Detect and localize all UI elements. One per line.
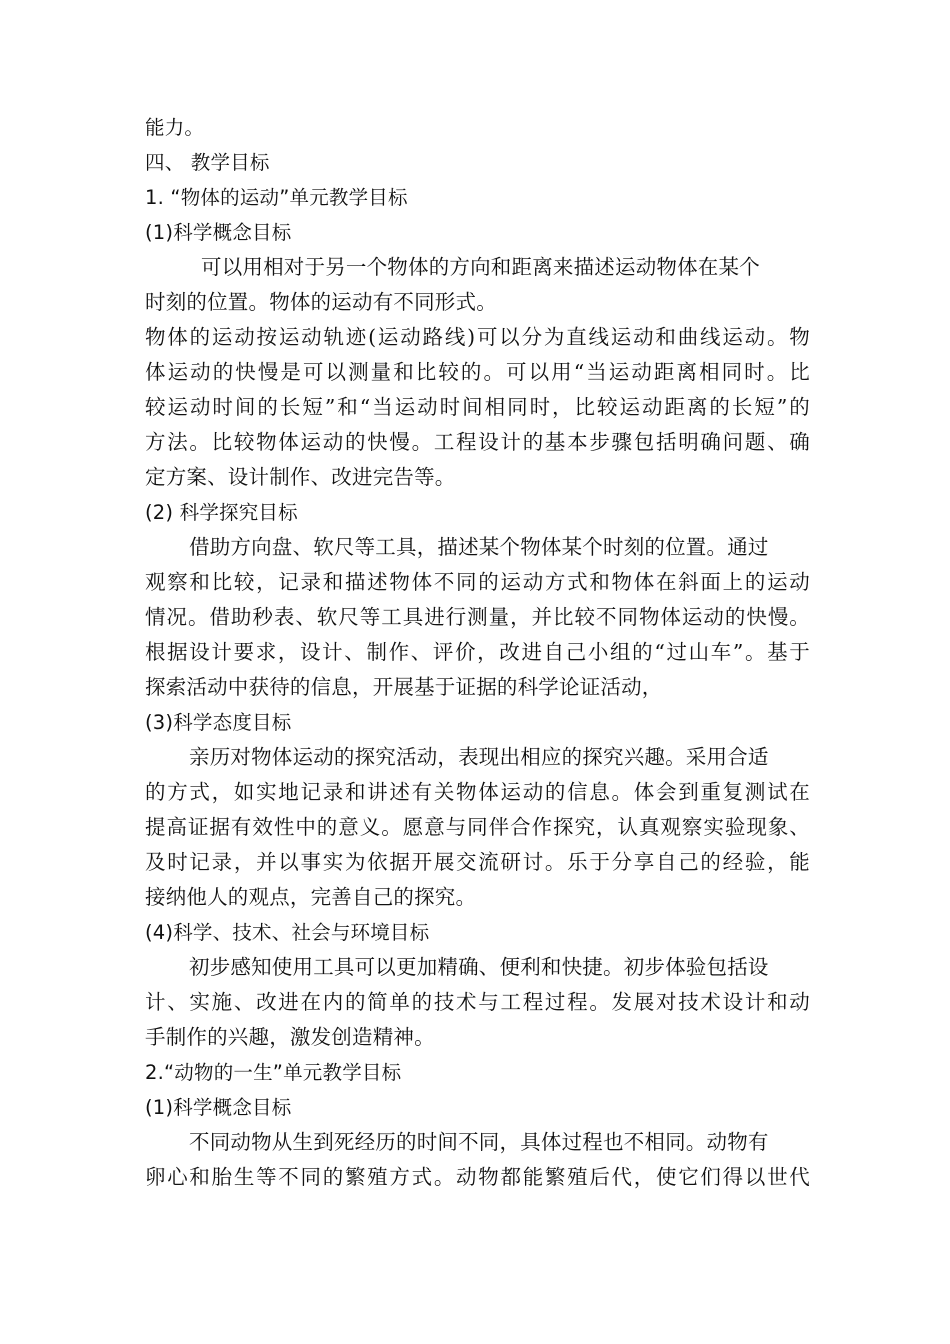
- paragraph-line: 物体的运动按运动轨迹(运动路线)可以分为直线运动和曲线运动。物: [145, 325, 810, 349]
- paragraph-line: 可以用相对于另一个物体的方向和距离来描述运动物体在某个: [201, 255, 760, 279]
- paragraph-line: 较运动时间的长短”和“当运动时间相同时，比较运动距离的长短”的: [145, 395, 810, 419]
- paragraph-line: 根据设计要求，设计、制作、评价，改进自己小组的“过山车”。基于: [145, 640, 810, 664]
- paragraph-line: 初步感知使用工具可以更加精确、便利和快捷。初步体验包括设: [189, 955, 769, 979]
- paragraph-line: 接纳他人的观点，完善自己的探究。: [145, 885, 477, 909]
- document-body: [145, 110, 810, 1195]
- paragraph-line: 观察和比较，记录和描述物体不同的运动方式和物体在斜面上的运动: [145, 570, 810, 594]
- subsection-heading: (1)科学概念目标: [145, 1096, 292, 1119]
- paragraph-line: 时刻的位置。物体的运动有不同形式。: [145, 290, 497, 314]
- subsection-heading: (1)科学概念目标: [145, 221, 292, 244]
- subsection-heading: (4)科学、技术、社会与环境目标: [145, 921, 430, 944]
- paragraph-line: 计、实施、改进在内的简单的技术与工程过程。发展对技术设计和动: [145, 990, 810, 1014]
- section-heading: 四、 教学目标: [145, 151, 270, 174]
- paragraph-line: 探索活动中获待的信息，开展基于证据的科学论证活动，: [145, 675, 663, 699]
- paragraph-line: 借助方向盘、软尺等工具，描述某个物体某个时刻的位置。通过: [189, 535, 769, 559]
- paragraph-line: 体运动的快慢是可以测量和比较的。可以用“当运动距离相同时。比: [145, 360, 810, 384]
- paragraph-line: 提高证据有效性中的意义。愿意与同伴合作探究，认真观察实验现象、: [145, 815, 810, 839]
- paragraph-line: 的方式，如实地记录和讲述有关物体运动的信息。体会到重复测试在: [145, 780, 810, 804]
- text-line: 能力。: [145, 116, 205, 139]
- paragraph-line: 定方案、设计制作、改进完告等。: [145, 465, 456, 489]
- paragraph-line: 及时记录，并以事实为依据开展交流研讨。乐于分享自己的经验，能: [145, 850, 810, 874]
- subsection-heading: (2) 科学探究目标: [145, 501, 298, 524]
- paragraph-line: 亲历对物体运动的探究活动，表现出相应的探究兴趣。采用合适: [189, 745, 769, 769]
- unit-heading: 1. “物体的运动”单元教学目标: [145, 186, 408, 209]
- paragraph-line: 方法。比较物体运动的快慢。工程设计的基本步骤包括明确问题、确: [145, 430, 810, 454]
- unit-heading: 2.“动物的一生”单元教学目标: [145, 1061, 402, 1084]
- paragraph-line: 情况。借助秒表、软尺等工具进行测量，并比较不同物体运动的快慢。: [145, 605, 810, 629]
- paragraph-line: 卵心和胎生等不同的繁殖方式。动物都能繁殖后代，使它们得以世代: [145, 1165, 810, 1189]
- subsection-heading: (3)科学态度目标: [145, 711, 292, 734]
- paragraph-line: 不同动物从生到死经历的时间不同，具体过程也不相同。动物有: [189, 1130, 769, 1154]
- paragraph-line: 手制作的兴趣，激发创造精神。: [145, 1025, 435, 1049]
